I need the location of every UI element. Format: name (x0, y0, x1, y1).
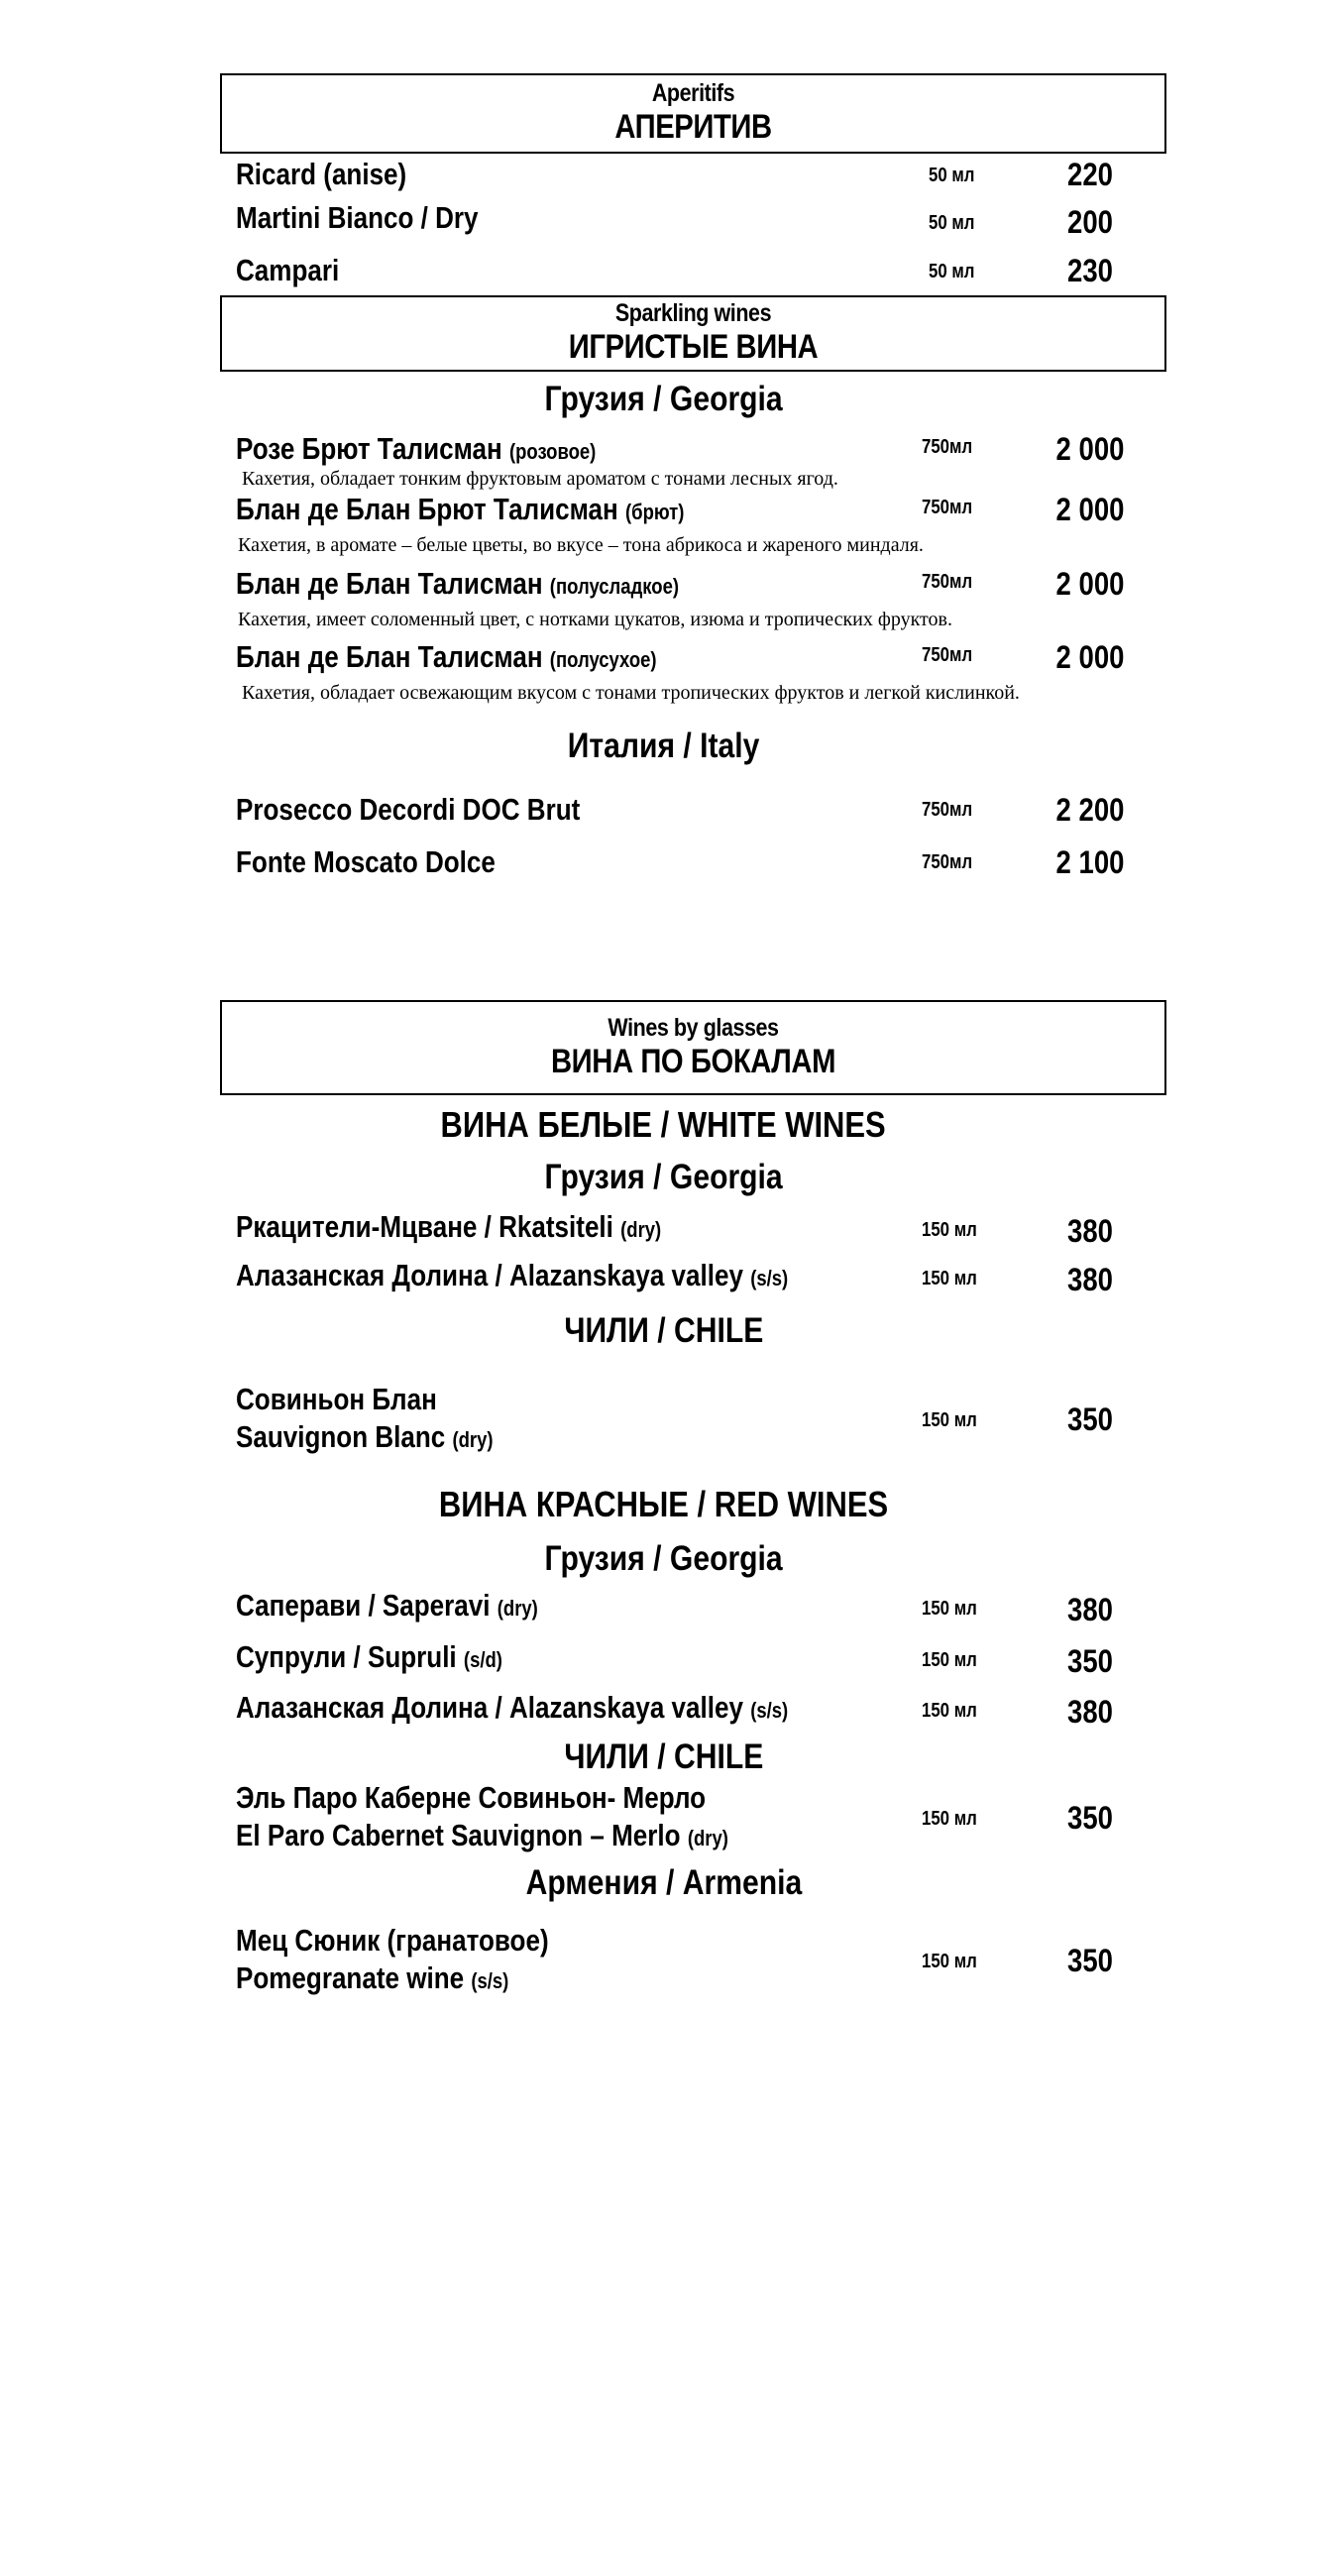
menu-item (0, 566, 1327, 606)
item-volume: 150 мл (922, 1409, 977, 1431)
item-volume: 750мл (922, 571, 973, 593)
item-description: Кахетия, обладает тонким фруктовым ароматом с тонами лесных ягод. (242, 468, 838, 490)
menu-item (0, 1209, 1327, 1249)
item-name: Блан де Блан Талисман (полусухое) (236, 639, 657, 674)
item-name: Martini Bianco / Dry (236, 200, 479, 235)
sparkling-header (220, 295, 1166, 372)
item-volume: 150 мл (922, 1268, 977, 1289)
item-price: 200 (1067, 204, 1113, 240)
item-volume: 50 мл (929, 212, 975, 234)
item-name: Супрули / Supruli (s/d) (236, 1639, 502, 1674)
sparkling-title-ru: ИГРИСТЫЕ ВИНА (568, 328, 819, 366)
item-price: 230 (1067, 253, 1113, 288)
item-note: (dry) (497, 1596, 538, 1621)
item-price: 350 (1067, 1401, 1113, 1437)
item-volume: 150 мл (922, 1598, 977, 1620)
region-chile: ЧИЛИ / CHILE (564, 1311, 763, 1350)
item-price: 380 (1067, 1592, 1113, 1627)
menu-item (0, 792, 1327, 832)
item-note: (полусладкое) (549, 574, 680, 599)
item-description: Кахетия, обладает освежающим вкусом с тонами тропических фруктов и легкой кислинкой. (242, 682, 1020, 704)
menu-item (0, 1639, 1327, 1679)
region-georgia: Грузия / Georgia (544, 1539, 783, 1578)
item-volume: 750мл (922, 436, 973, 458)
item-volume: 150 мл (922, 1808, 977, 1830)
menu-item (0, 1382, 1327, 1461)
item-note: (dry) (687, 1826, 728, 1850)
red-wines-heading: ВИНА КРАСНЫЕ / RED WINES (438, 1484, 889, 1524)
item-name: Campari (236, 253, 340, 287)
menu-item (0, 253, 1327, 292)
item-name: Блан де Блан Брют Талисман (брют) (236, 492, 685, 526)
item-volume: 150 мл (922, 1219, 977, 1241)
item-volume: 750мл (922, 644, 973, 666)
item-note: (s/s) (750, 1698, 789, 1723)
menu-item (0, 639, 1327, 679)
item-name-en: Pomegranate wine (s/s) (236, 1960, 509, 1995)
menu-item (0, 157, 1327, 196)
item-price: 2 000 (1055, 566, 1125, 602)
menu-item (0, 200, 1327, 240)
item-name: Саперави / Saperavi (dry) (236, 1588, 538, 1623)
item-note: (розовое) (508, 439, 597, 464)
item-volume: 150 мл (922, 1951, 977, 1972)
region-italy: Италия / Italy (567, 727, 760, 765)
item-price: 350 (1067, 1800, 1113, 1836)
glasses-header (220, 1000, 1166, 1095)
item-volume: 50 мл (929, 261, 975, 282)
item-price: 2 200 (1055, 792, 1125, 828)
item-name-en: El Paro Cabernet Sauvignon – Merlo (dry) (236, 1818, 728, 1852)
region-armenia: Армения / Armenia (525, 1863, 802, 1902)
region-georgia: Грузия / Georgia (544, 380, 783, 418)
item-description: Кахетия, в аромате – белые цветы, во вкусе – тона абрикоса и жареного миндаля. (238, 534, 924, 556)
menu-item (0, 431, 1327, 471)
item-note: (брют) (625, 500, 685, 524)
item-volume: 750мл (922, 497, 973, 518)
item-name: Розе Брют Талисман (розовое) (236, 431, 597, 466)
item-name-ru: Мец Сюник (гранатовое) (236, 1923, 549, 1958)
item-volume: 750мл (922, 799, 973, 821)
menu-item (0, 1258, 1327, 1297)
item-note: (s/d) (463, 1647, 502, 1672)
item-price: 350 (1067, 1643, 1113, 1679)
item-volume: 50 мл (929, 165, 975, 186)
menu-item (0, 492, 1327, 531)
menu-item (0, 1588, 1327, 1627)
item-name: Алазанская Долина / Alazanskaya valley (s/s) (236, 1258, 789, 1292)
aperitifs-title-ru: АПЕРИТИВ (614, 108, 772, 146)
item-name: Ricard (anise) (236, 157, 407, 191)
item-price: 380 (1067, 1262, 1113, 1297)
menu-item (0, 1690, 1327, 1730)
item-note: (dry) (620, 1217, 662, 1242)
aperitifs-title-en: Aperitifs (651, 79, 735, 107)
item-name-ru: Эль Паро Каберне Совиньон- Мерло (236, 1780, 707, 1815)
glasses-title-en: Wines by glasses (608, 1014, 779, 1042)
item-description: Кахетия, имеет соломенный цвет, с нотками цукатов, изюма и тропических фруктов. (238, 609, 952, 630)
item-price: 2 000 (1055, 431, 1125, 467)
region-georgia: Грузия / Georgia (544, 1158, 783, 1196)
item-note: (dry) (452, 1427, 494, 1452)
item-name-en: Sauvignon Blanc (dry) (236, 1419, 494, 1454)
menu-item (0, 844, 1327, 884)
item-name: Fonte Moscato Dolce (236, 844, 496, 879)
white-wines-heading: ВИНА БЕЛЫЕ / WHITE WINES (440, 1104, 887, 1145)
menu-item (0, 1923, 1327, 2002)
item-price: 2 000 (1055, 639, 1125, 675)
item-name: Блан де Блан Талисман (полусладкое) (236, 566, 680, 601)
item-note: (s/s) (471, 1968, 509, 1993)
item-price: 2 100 (1055, 844, 1125, 880)
item-price: 380 (1067, 1213, 1113, 1249)
item-note: (полусухое) (549, 647, 657, 672)
item-note: (s/s) (750, 1266, 789, 1290)
item-price: 2 000 (1055, 492, 1125, 527)
glasses-title-ru: ВИНА ПО БОКАЛАМ (551, 1043, 835, 1080)
aperitifs-header (220, 73, 1166, 154)
item-volume: 750мл (922, 851, 973, 873)
item-name: Prosecco Decordi DOC Brut (236, 792, 581, 827)
region-chile: ЧИЛИ / CHILE (564, 1737, 763, 1776)
sparkling-title-en: Sparkling wines (614, 299, 772, 327)
item-volume: 150 мл (922, 1700, 977, 1722)
item-price: 220 (1067, 157, 1113, 192)
item-name: Ркацители-Мцване / Rkatsiteli (dry) (236, 1209, 662, 1244)
item-price: 380 (1067, 1694, 1113, 1730)
item-volume: 150 мл (922, 1649, 977, 1671)
item-name-ru: Совиньон Блан (236, 1382, 437, 1416)
menu-item (0, 1780, 1327, 1859)
item-name: Алазанская Долина / Alazanskaya valley (s/s) (236, 1690, 789, 1725)
item-price: 350 (1067, 1943, 1113, 1978)
